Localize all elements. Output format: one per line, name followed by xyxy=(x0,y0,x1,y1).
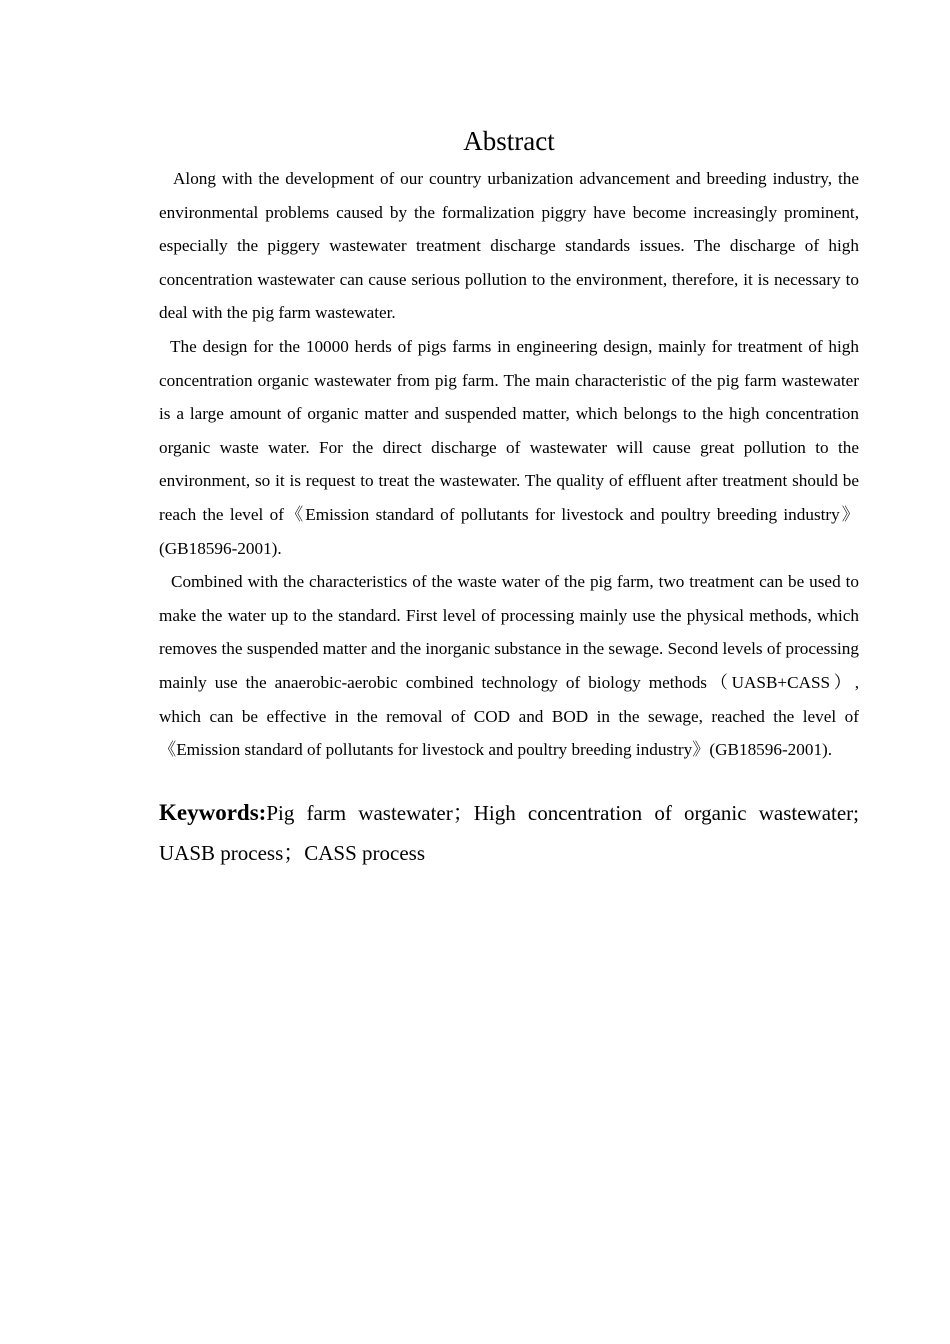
keywords-line xyxy=(159,793,859,873)
abstract-paragraph-1: Along with the development of our country urbanization advancement and breeding industry, the environmental problems caused by the formalization piggry have become increasingly prominent, especially the piggery wastewater treatment discharge standards issues. The discharge of high concentration wastewater can cause serious pollution to the environment, therefore, it is necessary to deal with the pig farm wastewater. xyxy=(159,169,859,323)
abstract-title: Abstract xyxy=(463,126,555,156)
abstract-paragraph-2: The design for the 10000 herds of pigs farms in engineering design, mainly for treatment of high concentration organic wastewater from pig farm. The main characteristic of the pig farm wastewater is a large amount of organic matter and suspended matter, which belongs to the high concentration organic waste water. For the direct discharge of wastewater will cause great pollution to the environment, so it is request to treat the wastewater. The quality of effluent after treatment should be reach the level of《Emission standard of pollutants for livestock and poultry breeding industry》(GB18596-2001). xyxy=(159,336,859,558)
keywords-label: Keywords: xyxy=(159,799,267,825)
abstract-paragraph-3: Combined with the characteristics of the waste water of the pig farm, two treatment can be used to make the water up to the standard. First level of processing mainly use the physical methods, which removes the suspended matter and the inorganic substance in the sewage. Second levels of processing mainly use the anaerobic-aerobic combined technology of biology methods（UASB+CASS）, which can be effective in the removal of COD and BOD in the sewage, reached the level of《Emission standard of pollutants for livestock and poultry breeding industry》(GB18596-2001). xyxy=(159,572,859,760)
keywords-text: Pig farm wastewater；High concentration of organic wastewater; UASB process；CASS process xyxy=(159,800,859,865)
abstract-section xyxy=(159,124,859,873)
